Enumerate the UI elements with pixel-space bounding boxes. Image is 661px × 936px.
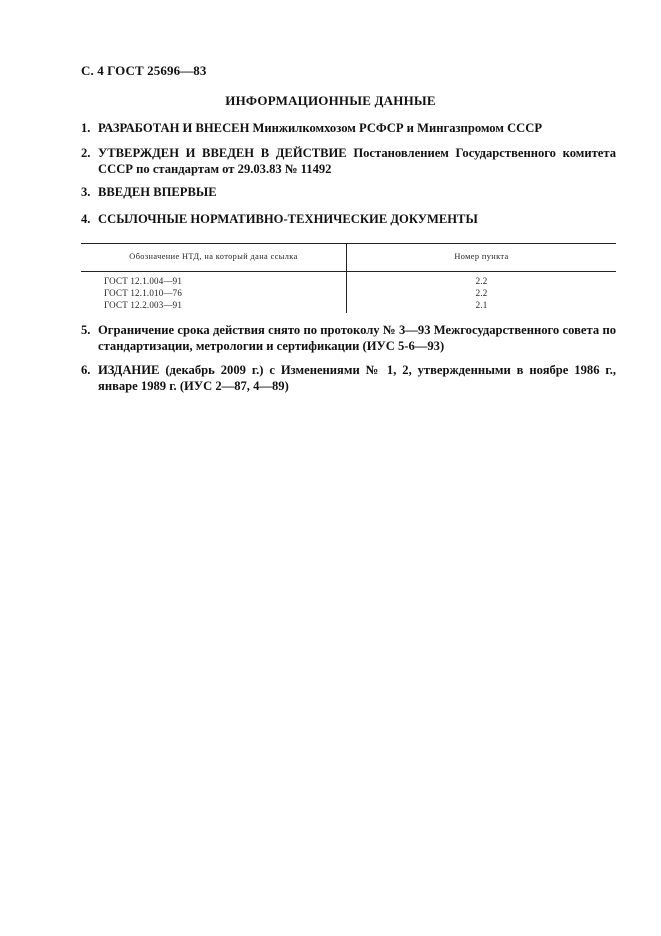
info-item-4 bbox=[81, 212, 616, 228]
info-item-6 bbox=[81, 363, 616, 394]
item-text bbox=[98, 363, 616, 394]
item-number: 1. bbox=[81, 121, 91, 135]
item-text bbox=[98, 146, 616, 177]
cell-clause: 2.2 bbox=[475, 276, 488, 286]
item-caps: ИЗДАНИЕ bbox=[98, 363, 160, 377]
item-rest: (декабрь 2009 г.) с Изменениями № 1, 2, утвержденными в ноябре 1986 г., январе 1989 г. (ИУС 2—87, 4—89) bbox=[98, 363, 616, 393]
table-row bbox=[81, 276, 616, 286]
item-text bbox=[98, 121, 616, 137]
item-number: 3. bbox=[81, 185, 91, 199]
table-top-rule bbox=[81, 243, 616, 244]
item-rest: Минжилкомхозом РСФСР и Мингазпромом СССР bbox=[249, 121, 543, 135]
column-header-clause: Номер пункта bbox=[454, 252, 509, 261]
cell-clause: 2.2 bbox=[475, 288, 488, 298]
info-item-1 bbox=[81, 121, 616, 137]
item-number: 4. bbox=[81, 212, 91, 226]
cell-clause: 2.1 bbox=[475, 300, 488, 310]
item-caps: ССЫЛОЧНЫЕ НОРМАТИВНО-ТЕХНИЧЕСКИЕ ДОКУМЕНТЫ bbox=[98, 212, 478, 226]
item-text bbox=[98, 212, 616, 228]
item-rest: Постановлением Государственного комитета СССР по стандартам от 29.03.83 № 11492 bbox=[98, 146, 616, 176]
column-header-document: Обозначение НТД, на который дана ссылка bbox=[129, 252, 298, 261]
table-row bbox=[81, 300, 616, 310]
section-title: ИНФОРМАЦИОННЫЕ ДАННЫЕ bbox=[225, 93, 436, 108]
info-item-5 bbox=[81, 323, 616, 354]
page-header: С. 4 ГОСТ 25696—83 bbox=[81, 63, 207, 78]
item-number: 2. bbox=[81, 146, 91, 160]
table-row bbox=[81, 288, 616, 298]
cell-document: ГОСТ 12.1.010—76 bbox=[104, 288, 183, 298]
info-item-3 bbox=[81, 185, 616, 201]
item-caps: ВВЕДЕН ВПЕРВЫЕ bbox=[98, 185, 217, 199]
item-text: Ограничение срока действия снято по протоколу № 3—93 Межгосударственного совета по стандартизации, метрологии и сертификации (ИУС 5-6—93) bbox=[98, 323, 616, 353]
info-item-2 bbox=[81, 146, 616, 177]
item-number: 6. bbox=[81, 363, 91, 377]
cell-document: ГОСТ 12.1.004—91 bbox=[104, 276, 183, 286]
item-caps: РАЗРАБОТАН И ВНЕСЕН bbox=[98, 121, 250, 135]
item-text bbox=[98, 185, 616, 201]
table-header-rule bbox=[81, 271, 616, 272]
cell-document: ГОСТ 12.2.003—91 bbox=[104, 300, 183, 310]
item-caps: УТВЕРЖДЕН И ВВЕДЕН В ДЕЙСТВИЕ bbox=[98, 146, 347, 160]
item-number: 5. bbox=[81, 323, 91, 337]
